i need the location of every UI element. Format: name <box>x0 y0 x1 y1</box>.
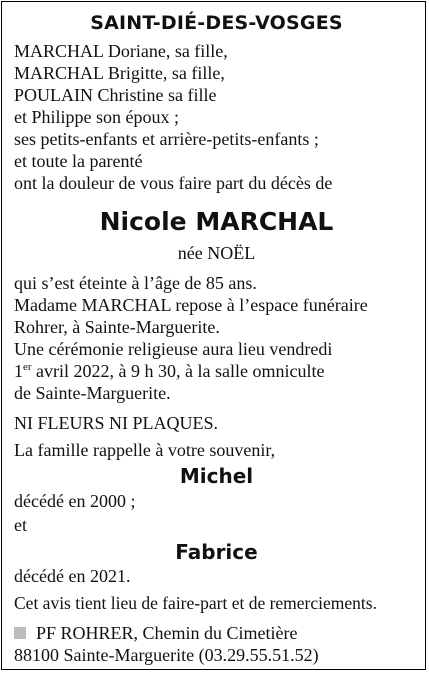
family-line: POULAIN Christine sa fille <box>14 85 217 105</box>
family-line: MARCHAL Doriane, sa fille, <box>14 41 228 61</box>
funeral-home-line <box>14 622 419 644</box>
conjunction-text: et <box>14 515 27 535</box>
detail-line: qui s’est éteinte à l’âge de 85 ans. <box>14 273 257 293</box>
family-line: ses petits-enfants et arrière-petits-enfants ; <box>14 129 319 149</box>
no-flowers-notice: NI FLEURS NI PLAQUES. <box>14 413 219 433</box>
family-line: et toute la parenté <box>14 151 143 171</box>
ceremony-time-place: avril 2022, à 9 h 30, à la salle omniculte <box>31 361 325 381</box>
maiden-name: née NOËL <box>177 243 256 263</box>
detail-line: Rohrer, à Sainte-Marguerite. <box>14 317 220 337</box>
remembered-death-date: décédé en 2021. <box>14 566 131 586</box>
funeral-home-address: 88100 Sainte-Marguerite (03.29.55.51.52) <box>14 645 319 665</box>
deceased-name: Nicole MARCHAL <box>99 207 334 236</box>
family-line: MARCHAL Brigitte, sa fille, <box>14 63 225 83</box>
remembrance-intro: La famille rappelle à votre souvenir, <box>14 440 276 460</box>
detail-line: Madame MARCHAL repose à l’espace funéraire <box>14 295 368 315</box>
ceremony-place: de Sainte-Marguerite. <box>14 383 171 403</box>
ceremony-day: 1 <box>14 361 23 381</box>
family-line: et Philippe son époux ; <box>14 107 179 127</box>
remembered-death-date: décédé en 2000 ; <box>14 491 136 511</box>
remembered-name: Fabrice <box>175 540 258 564</box>
detail-line: Une cérémonie religieuse aura lieu vendredi <box>14 339 333 359</box>
ceremony-date-line <box>14 360 419 382</box>
announcement-line: ont la douleur de vous faire part du décès de <box>14 173 333 193</box>
closing-statement: Cet avis tient lieu de faire-part et de remerciements. <box>14 593 377 613</box>
ceremony-day-suffix: er <box>23 361 32 373</box>
town-heading: SAINT-DIÉ-DES-VOSGES <box>90 12 343 34</box>
notice-frame <box>1 1 426 670</box>
remembered-name: Michel <box>179 464 254 488</box>
square-bullet-icon <box>14 627 26 639</box>
funeral-home-name: PF ROHRER, Chemin du Cimetière <box>36 623 298 643</box>
